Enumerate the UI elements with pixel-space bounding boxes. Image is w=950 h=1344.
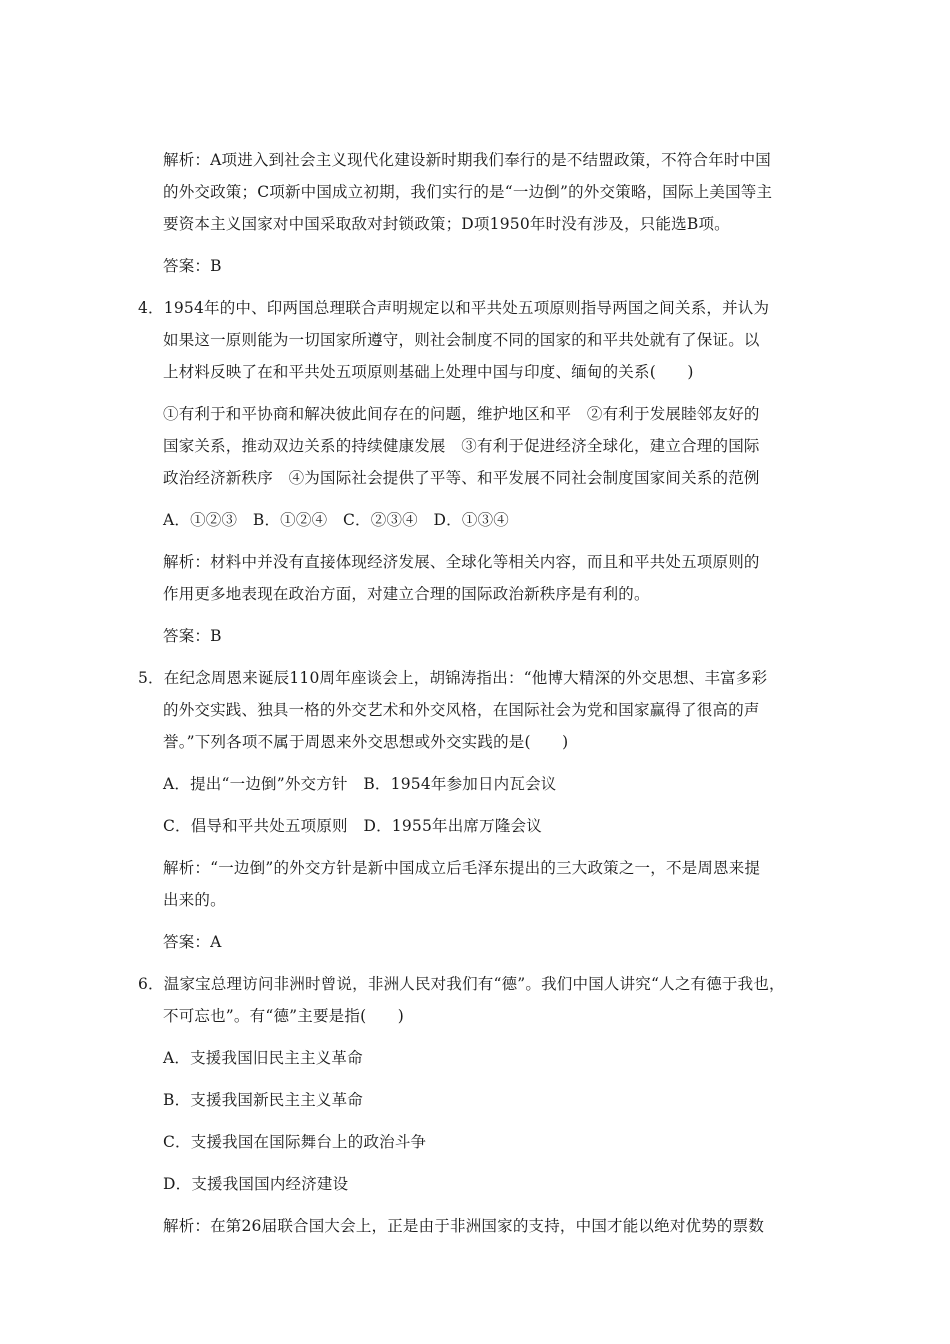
question-6-option-b: B．支援我国新民主主义革命 (163, 1091, 363, 1109)
analysis-line: 的外交政策；C项新中国成立初期，我们实行的是“一边倒”的外交策略，国际上美国等主 (163, 183, 773, 201)
question-6-stem: 不可忘也”。有“德”主要是指( ) (163, 1007, 404, 1025)
question-6-option-c: C．支援我国在国际舞台上的政治斗争 (163, 1133, 427, 1151)
question-6-option-a: A．支援我国旧民主主义革命 (163, 1049, 363, 1067)
question-4-statements: 国家关系，推动双边关系的持续健康发展 ③有利于促进经济全球化，建立合理的国际 (163, 437, 760, 455)
question-4-stem: 如果这一原则能为一切国家所遵守，则社会制度不同的国家的和平共处就有了保证。以 (163, 331, 760, 349)
analysis-line: 作用更多地表现在政治方面，对建立合理的国际政治新秩序是有利的。 (163, 585, 650, 603)
analysis-line: 解析：A项进入到社会主义现代化建设新时期我们奉行的是不结盟政策，不符合年时中国 (163, 151, 771, 169)
question-5-stem: 誉。”下列各项不属于周恩来外交思想或外交实践的是( ) (163, 733, 569, 751)
question-4-stem: 上材料反映了在和平共处五项原则基础上处理中国与印度、缅甸的关系( ) (163, 363, 694, 381)
question-5-stem: 5．在纪念周恩来诞辰110周年座谈会上，胡锦涛指出：“他博大精深的外交思想、丰富多彩 (138, 669, 768, 687)
answer-line: 答案：B (163, 257, 222, 275)
question-4-stem: 4．1954年的中、印两国总理联合声明规定以和平共处五项原则指导两国之间关系，并认为 (138, 299, 770, 317)
analysis-line: 解析：材料中并没有直接体现经济发展、全球化等相关内容，而且和平共处五项原则的 (163, 553, 760, 571)
question-6-option-d: D．支援我国国内经济建设 (163, 1175, 349, 1193)
analysis-line: 解析：在第26届联合国大会上，正是由于非洲国家的支持，中国才能以绝对优势的票数 (163, 1217, 765, 1235)
answer-line: 答案：A (163, 933, 222, 951)
question-4-statements: 政治经济新秩序 ④为国际社会提供了平等、和平发展不同社会制度国家间关系的范例 (163, 469, 760, 487)
question-6-stem: 6．温家宝总理访问非洲时曾说，非洲人民对我们有“德”。我们中国人讲究“人之有德于我也， (138, 975, 785, 993)
analysis-line: 要资本主义国家对中国采取敌对封锁政策；D项1950年时没有涉及，只能选B项。 (163, 215, 730, 233)
question-5-stem: 的外交实践、独具一格的外交艺术和外交风格，在国际社会为党和国家赢得了很高的声 (163, 701, 760, 719)
question-5-options: A．提出“一边倒”外交方针 B．1954年参加日内瓦会议 (163, 775, 557, 793)
question-4-statements: ①有利于和平协商和解决彼此间存在的问题，维护地区和平 ②有利于发展睦邻友好的 (163, 405, 760, 423)
analysis-line: 出来的。 (163, 891, 226, 909)
analysis-line: 解析：“一边倒”的外交方针是新中国成立后毛泽东提出的三大政策之一，不是周恩来提 (163, 859, 761, 877)
question-5-options: C．倡导和平共处五项原则 D．1955年出席万隆会议 (163, 817, 542, 835)
question-4-options: A．①②③ B．①②④ C．②③④ D．①③④ (163, 511, 509, 529)
answer-line: 答案：B (163, 627, 222, 645)
